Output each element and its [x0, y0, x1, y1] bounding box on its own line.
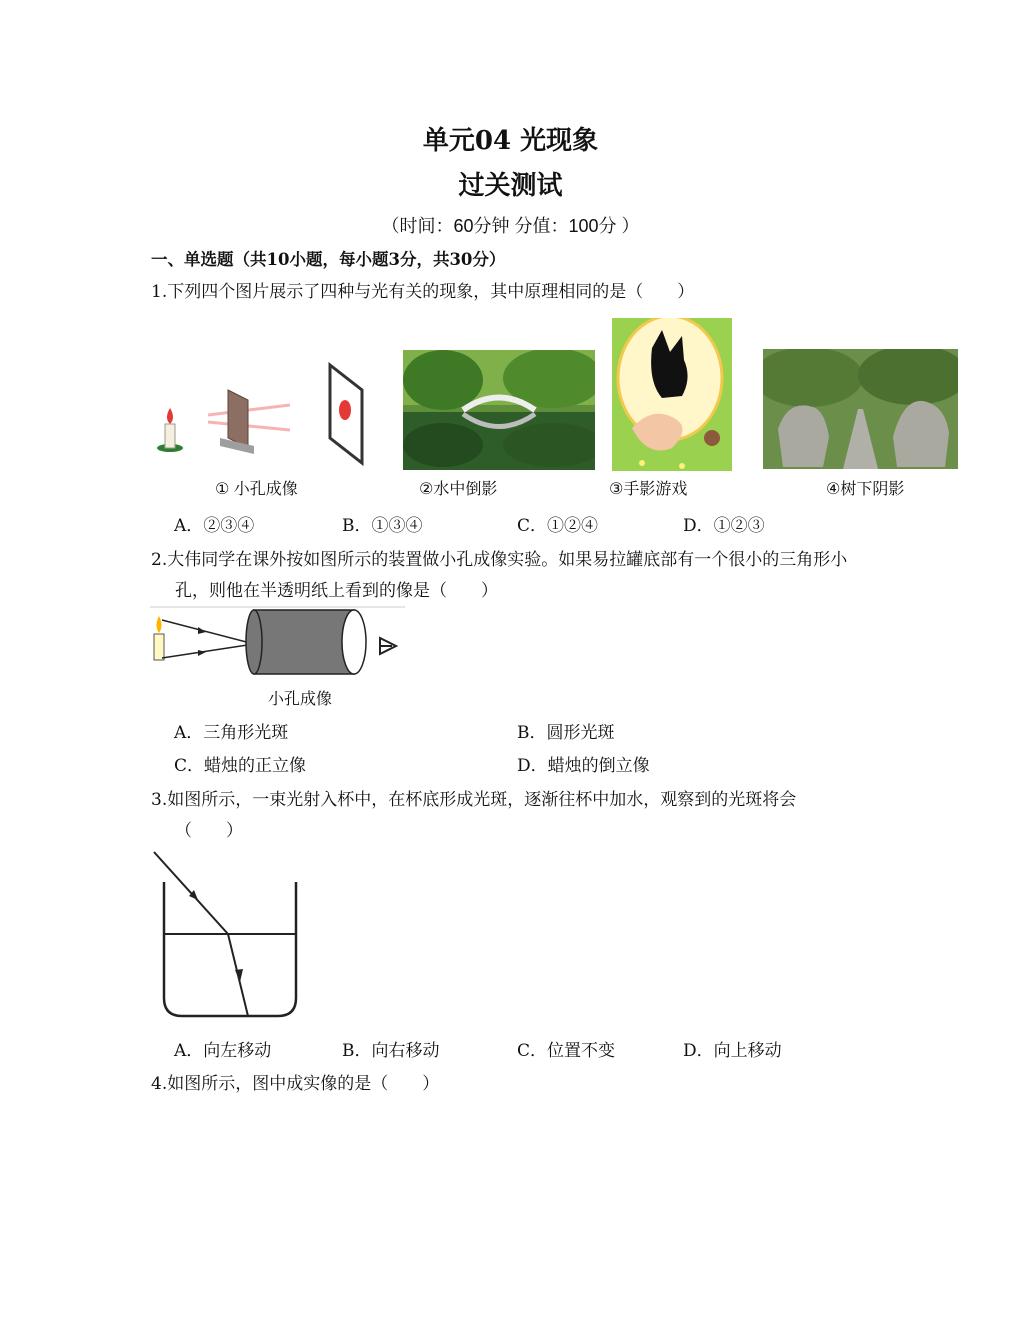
- hand-shadow-photo: [612, 318, 732, 471]
- q3-option-b[interactable]: B．向右移动: [342, 1041, 440, 1061]
- section-heading: 一、单选题（共10小题，每小题3分，共30分）: [151, 250, 506, 269]
- tree-shadow-photo: [763, 349, 958, 469]
- light-ray: [162, 620, 254, 644]
- translucent-paper: [342, 610, 366, 674]
- q2-option-d[interactable]: D．蜡烛的倒立像: [517, 756, 650, 776]
- pinhole-can-figure: [150, 606, 405, 676]
- candle-flame: [167, 408, 173, 424]
- question-1-stem: 1.下列四个图片展示了四种与光有关的现象，其中原理相同的是（ ）: [151, 282, 695, 302]
- question-2-stem-line1: 2.大伟同学在课外按如图所示的装置做小孔成像实验。如果易拉罐底部有一个很小的三角形小: [151, 550, 848, 570]
- candle-body: [165, 424, 175, 448]
- caption-reflection: ②水中倒影: [419, 481, 498, 498]
- candle-flame: [157, 616, 162, 633]
- question-3-stem-line2: （ ）: [175, 821, 243, 841]
- exam-meta: （时间：60分钟 分值：100分 ）: [381, 216, 640, 236]
- question-3-stem-line1: 3.如图所示，一束光射入杯中，在杯底形成光斑，逐渐往杯中加水，观察到的光斑将会: [151, 790, 797, 810]
- screen-image-spot: [339, 400, 351, 420]
- light-ray: [208, 422, 290, 430]
- caption-tree-shadow: ④树下阴影: [826, 481, 905, 498]
- figure-caption-pinhole: 小孔成像: [268, 691, 333, 708]
- q3-option-a[interactable]: A．向左移动: [174, 1041, 272, 1061]
- caption-hand-shadow: ③手影游戏: [609, 481, 688, 498]
- page-title: 单元04 光现象: [422, 126, 599, 156]
- can-body: [254, 610, 354, 674]
- pinhole-imaging-figure: [150, 360, 370, 470]
- q3-option-c[interactable]: C．位置不变: [517, 1041, 616, 1061]
- inverted-image: [380, 638, 396, 654]
- page-subtitle: 过关测试: [458, 171, 563, 201]
- cup-refraction-figure: [150, 848, 300, 1020]
- caption-pinhole: ① 小孔成像: [215, 481, 298, 498]
- pinhole-board: [228, 390, 248, 448]
- light-ray: [208, 405, 290, 415]
- q2-option-c[interactable]: C．蜡烛的正立像: [174, 756, 307, 776]
- water-reflection-photo: [403, 350, 595, 470]
- q1-option-d[interactable]: D．①②③: [683, 516, 765, 536]
- question-4-stem: 4.如图所示，图中成实像的是（ ）: [151, 1074, 440, 1094]
- q1-option-b[interactable]: B．①③④: [342, 516, 423, 536]
- q1-option-a[interactable]: A．②③④: [174, 516, 255, 536]
- q3-option-d[interactable]: D．向上移动: [683, 1041, 782, 1061]
- q1-option-c[interactable]: C．①②④: [517, 516, 599, 536]
- light-ray: [162, 644, 254, 658]
- q2-option-b[interactable]: B．圆形光斑: [517, 723, 615, 743]
- question-2-stem-line2: 孔，则他在半透明纸上看到的像是（ ）: [175, 581, 498, 601]
- cup-outline: [164, 882, 296, 1016]
- q2-option-a[interactable]: A．三角形光斑: [174, 723, 289, 743]
- candle-body: [154, 634, 164, 660]
